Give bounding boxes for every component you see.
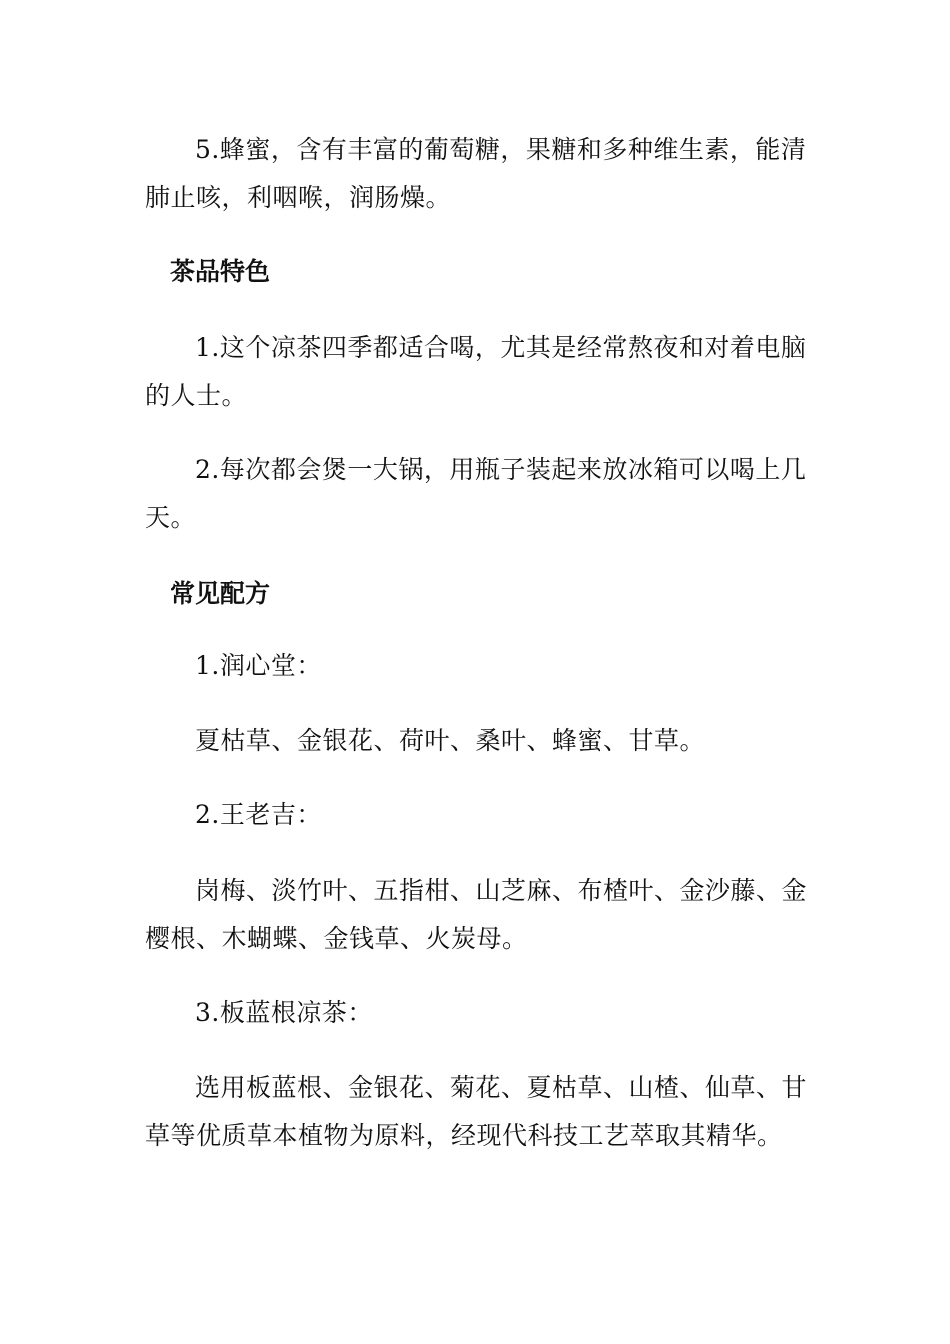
- paragraph-honey: 5.蜂蜜，含有丰富的葡萄糖，果糖和多种维生素，能清肺止咳，利咽喉，润肠燥。: [145, 135, 807, 212]
- paragraph-feature-2: 2.每次都会煲一大锅，用瓶子装起来放冰箱可以喝上几天。: [145, 455, 807, 532]
- recipe-3-description: 选用板蓝根、金银花、菊花、夏枯草、山楂、仙草、甘草等优质草本植物为原料，经现代科技工艺萃取其精华。: [145, 1073, 808, 1150]
- recipe-2-ingredients: 岗梅、淡竹叶、五指柑、山芝麻、布楂叶、金沙藤、金樱根、木蝴蝶、金钱草、火炭母。: [145, 876, 808, 953]
- recipe-1-ingredients: 夏枯草、金银花、荷叶、桑叶、蜂蜜、甘草。: [195, 726, 706, 755]
- heading-common-recipes: 常见配方: [170, 579, 271, 608]
- paragraph-feature-1: 1.这个凉茶四季都适合喝，尤其是经常熬夜和对着电脑的人士。: [145, 333, 807, 410]
- recipe-1-title: 1.润心堂：: [195, 651, 322, 680]
- recipe-3-title: 3.板蓝根凉茶：: [195, 998, 373, 1027]
- recipe-2-title: 2.王老吉：: [195, 800, 322, 829]
- heading-tea-features: 茶品特色: [170, 257, 271, 286]
